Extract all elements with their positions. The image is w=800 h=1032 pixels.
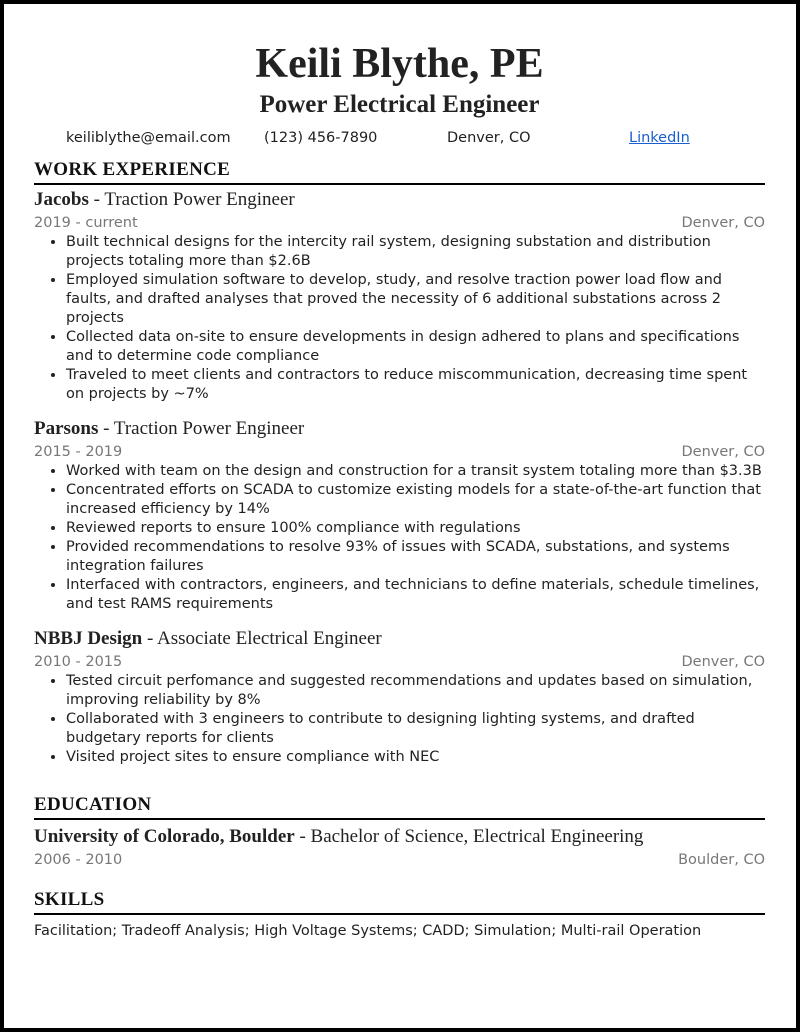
skills-section [34,888,765,941]
job-entry [34,187,765,404]
candidate-title: Power Electrical Engineer [259,91,540,118]
bullet-item: • Employed simulation software to develop, study, and resolve traction power load flow and faults, and drafted analyses that proved the necessity of 6 additional substations across 2 projects [66,271,765,328]
contact-phone: (123) 456-7890 [264,130,378,146]
bullet-item: • Worked with team on the design and construction for a transit system totaling more than $3.3B [66,462,765,481]
job-dates: 2010 - 2015 [34,654,123,670]
bullet-item: • Traveled to meet clients and contractors to reduce miscommunication, decreasing time spent on projects by ~7% [66,366,765,404]
bullet-item: • Built technical designs for the intercity rail system, designing substation and distribution projects totaling more than $2.6B [66,233,765,271]
education-separator: - [299,826,306,847]
job-separator: - [146,628,154,649]
job-role: Associate Electrical Engineer [157,628,382,649]
job-dates: 2019 - current [34,215,138,231]
section-heading-skills: SKILLS [34,888,765,915]
education-dates: 2006 - 2010 [34,852,123,868]
contact-location: Denver, CO [447,130,531,146]
education-degree: Bachelor of Science, [310,826,469,847]
job-bullets [34,462,765,614]
section-heading-work: WORK EXPERIENCE [34,158,765,185]
job-title-line [34,187,765,213]
education-school: University of Colorado, Boulder [34,826,295,847]
job-meta [34,213,765,233]
job-role: Traction Power Engineer [104,189,295,210]
contact-email: keiliblythe@email.com [66,130,231,146]
education-meta [34,850,765,870]
section-heading-education: EDUCATION [34,793,765,820]
skills-list: Facilitation; Tradeoff Analysis; High Voltage Systems; CADD; Simulation; Multi-rail Operation [34,923,702,939]
contact-row [34,127,765,149]
linkedin-link[interactable]: LinkedIn [629,130,690,146]
work-experience-section [34,158,765,767]
job-entry [34,626,765,767]
job-company: Jacobs [34,189,89,210]
education-section [34,793,765,870]
job-separator: - [103,418,110,439]
job-dates: 2015 - 2019 [34,444,123,460]
education-field: Electrical Engineering [473,826,644,847]
candidate-name: Keili Blythe, PE [255,41,544,87]
education-location: Boulder, CO [678,852,765,868]
job-location: Denver, CO [681,654,765,670]
bullet-item: • Interfaced with contractors, engineers, and technicians to define materials, schedule timelines, and test RAMS requirements [66,576,765,614]
job-bullets [34,233,765,404]
bullet-item: • Provided recommendations to resolve 93% of issues with SCADA, substations, and systems integration failures [66,538,765,576]
education-title-line [34,824,765,850]
bullet-item: • Visited project sites to ensure compliance with NEC [66,748,765,767]
job-company: Parsons [34,418,99,439]
job-title-line [34,416,765,442]
job-role: Traction Power Engineer [113,418,305,439]
job-meta [34,442,765,462]
job-title-line [34,626,765,652]
job-entry [34,416,765,614]
job-meta [34,652,765,672]
job-location: Denver, CO [681,215,765,231]
job-company: NBBJ Design [34,628,143,649]
job-separator: - [93,189,100,210]
job-location: Denver, CO [681,444,765,460]
bullet-item: • Concentrated efforts on SCADA to customize existing models for a state-of-the-art function that increased efficiency by 14% [66,481,765,519]
job-bullets [34,672,765,767]
bullet-item: • Tested circuit perfomance and suggested recommendations and updates based on simulation, improving reliability by 8% [66,672,765,710]
bullet-item: • Collected data on-site to ensure developments in design adhered to plans and specifications and to determine code compliance [66,328,765,366]
bullet-item: • Reviewed reports to ensure 100% compliance with regulations [66,519,765,538]
bullet-item: • Collaborated with 3 engineers to contribute to designing lighting systems, and drafted budgetary reports for clients [66,710,765,748]
